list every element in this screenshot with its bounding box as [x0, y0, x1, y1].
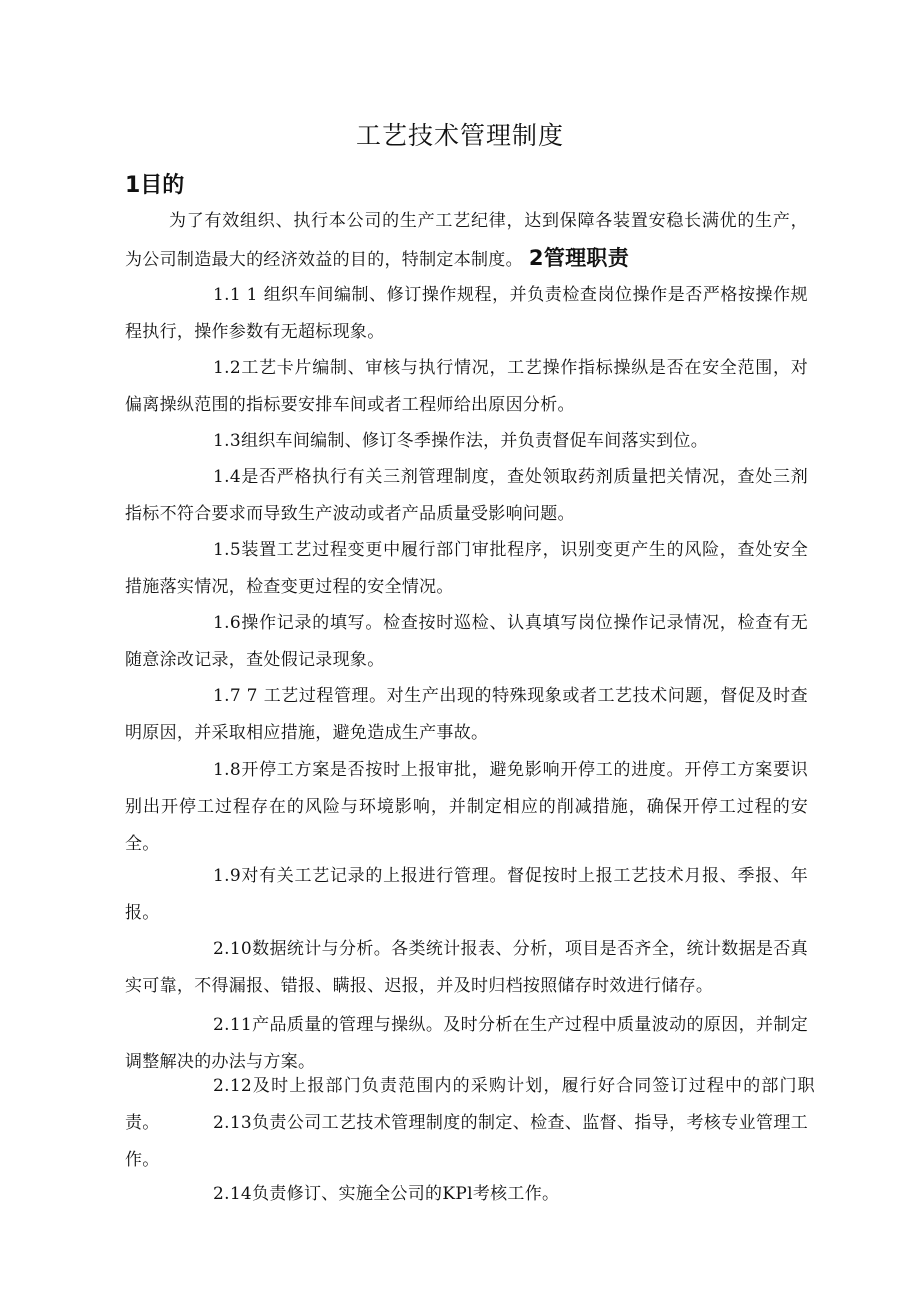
item-text: 工艺卡片编制、审核与执行情况，工艺操作指标操纵是否在安全范围，对偏离操纵范围的指标要安排车间或者工程师给出原因分析。 [125, 358, 808, 415]
item-number: 2.10 [213, 939, 253, 959]
item-number: 1.9 [213, 866, 241, 886]
item-text: 组织车间编制、修订冬季操作法，并负责督促车间落实到位。 [240, 431, 709, 451]
document-title: 工艺技术管理制度 [355, 121, 564, 150]
duty-item-1-5 [125, 532, 808, 606]
item-text: 操作记录的填写。检查按时巡检、认真填写岗位操作记录情况，检查有无随意涂改记录，查处假记录现象。 [125, 613, 808, 670]
item-number: 1.5 [213, 540, 241, 560]
item-number: 1.4 [213, 467, 241, 487]
item-number: 2.14 [213, 1184, 253, 1204]
item-text: 开停工方案是否按时上报审批，避免影响开停工的进度。开停工方案要识别出开停工过程存在的风险与环境影响，并制定相应的削减措施，确保开停工过程的安全。 [125, 760, 808, 854]
item-number: 1.8 [213, 760, 241, 780]
item-number: 2.11 [213, 1015, 253, 1035]
item-text: 负责修订、实施全公司的KPl考核工作。 [252, 1184, 560, 1204]
item-text: 及时上报部门负责范围内的采购计划，履行好合同签订过程中的部门职责。 [125, 1076, 815, 1133]
item-number: 1.3 [213, 431, 241, 451]
item-number: 1.7 7 [213, 686, 258, 706]
item-text: 工艺过程管理。对生产出现的特殊现象或者工艺技术问题，督促及时查明原因，并采取相应措施，避免造成生产事故。 [125, 686, 808, 743]
item-text: 数据统计与分析。各类统计报表、分析，项目是否齐全，统计数据是否真实可靠，不得漏报、错报、瞒报、迟报，并及时归档按照储存时效进行储存。 [125, 939, 808, 996]
section-1-heading: 1目的 [125, 173, 185, 198]
purpose-paragraph [125, 203, 808, 279]
item-text: 装置工艺过程变更中履行部门审批程序，识别变更产生的风险，查处安全措施落实情况，检查变更过程的安全情况。 [125, 540, 808, 597]
item-number: 2.12 [213, 1076, 253, 1096]
item-number: 1.1 1 [213, 285, 258, 305]
item-text: 组织车间编制、修订操作规程，并负责检查岗位操作是否严格按操作规程执行，操作参数有无超标现象。 [125, 285, 808, 342]
duty-item-2-13 [125, 1105, 808, 1179]
item-number: 1.6 [213, 613, 241, 633]
duty-item-1-1 [125, 277, 808, 351]
duty-item-1-3 [125, 423, 808, 460]
section-2-heading: 2管理职责 [528, 246, 630, 270]
item-text: 产品质量的管理与操纵。及时分析在生产过程中质量波动的原因，并制定调整解决的办法与方案。 [125, 1015, 808, 1072]
duty-item-1-6 [125, 605, 808, 679]
item-text: 是否严格执行有关三剂管理制度，查处领取药剂质量把关情况，查处三剂指标不符合要求而导致生产波动或者产品质量受影响问题。 [125, 467, 808, 524]
duty-item-1-2 [125, 350, 808, 424]
item-number: 2.13 [213, 1113, 253, 1133]
duty-item-1-8 [125, 752, 808, 863]
item-text: 负责公司工艺技术管理制度的制定、检查、监督、指导，考核专业管理工作。 [125, 1113, 808, 1170]
item-number: 1.2 [213, 358, 241, 378]
duty-item-1-9 [125, 858, 808, 932]
duty-item-1-4 [125, 459, 808, 533]
duty-item-2-10 [125, 931, 808, 1005]
duty-item-2-14 [125, 1176, 808, 1213]
purpose-text: 为了有效组织、执行本公司的生产工艺纪律，达到保障各装置安稳长满优的生产，为公司制造最大的经济效益的目的，特制定本制度。 [125, 211, 808, 270]
duty-item-1-7 [125, 678, 808, 752]
item-text: 对有关工艺记录的上报进行管理。督促按时上报工艺技术月报、季报、年报。 [125, 866, 808, 923]
